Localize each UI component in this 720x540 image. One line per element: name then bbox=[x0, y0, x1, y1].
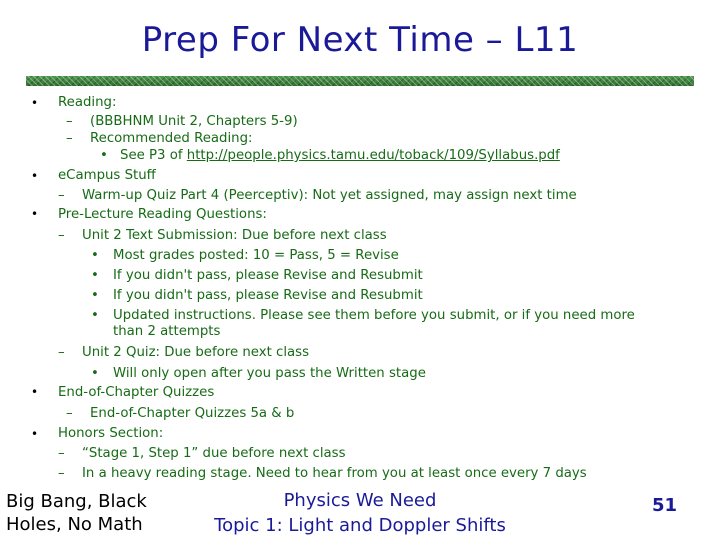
sub-bullet-eoc-1: – End-of-Chapter Quizzes 5a & b bbox=[66, 406, 295, 421]
item-text: Most grades posted: 10 = Pass, 5 = Revise bbox=[113, 248, 399, 263]
item-text: If you didn't pass, please Revise and Resubmit bbox=[113, 268, 423, 283]
sub-bullet-reading-1: – (BBBHNM Unit 2, Chapters 5-9) bbox=[66, 114, 298, 129]
item-prelecture-continued: than 2 attempts bbox=[113, 324, 221, 339]
bullet-dot: • bbox=[31, 385, 39, 399]
item-prelecture: • Updated instructions. Please see them before you submit, or if you need more bbox=[91, 308, 635, 323]
item-quiz: • Will only open after you pass the Written stage bbox=[91, 366, 426, 381]
bullet-dot: • bbox=[31, 169, 39, 183]
sub-bullet-honors-1: – “Stage 1, Step 1” due before next class bbox=[58, 446, 346, 461]
syllabus-link[interactable]: http://people.physics.tamu.edu/toback/109/Syllabus.pdf bbox=[186, 148, 560, 163]
footer-topic-line: Physics We Need bbox=[283, 490, 437, 511]
item-text: Updated instructions. Please see them before you submit, or if you need more bbox=[113, 308, 635, 323]
bullet-dot: • bbox=[31, 427, 39, 441]
sub-bullet-text: Unit 2 Text Submission: Due before next class bbox=[82, 228, 387, 243]
sub-bullet-text: Recommended Reading: bbox=[90, 131, 253, 146]
sub-bullet-text: In a heavy reading stage. Need to hear from you at least once every 7 days bbox=[82, 466, 587, 481]
footer-topic-line: Topic 1: Light and Doppler Shifts bbox=[214, 515, 506, 536]
sub-bullet-text: End-of-Chapter Quizzes 5a & b bbox=[90, 406, 295, 421]
footer-course-line: Holes, No Math bbox=[6, 514, 143, 535]
item-prelecture: • If you didn't pass, please Revise and Resubmit bbox=[91, 288, 423, 303]
item-syllabus: • See P3 of http://people.physics.tamu.edu/toback/109/Syllabus.pdf bbox=[100, 148, 560, 163]
sub-bullet-text: Warm-up Quiz Part 4 (Peerceptiv): Not yet assigned, may assign next time bbox=[82, 188, 577, 203]
footer-course-title bbox=[6, 490, 147, 536]
sub-bullet-reading-2: – Recommended Reading: bbox=[66, 131, 253, 146]
item-prelecture: • Most grades posted: 10 = Pass, 5 = Revise bbox=[91, 248, 399, 263]
bullet-eoc: End-of-Chapter Quizzes bbox=[58, 385, 215, 400]
bullet-reading: Reading: bbox=[58, 95, 117, 110]
title-divider bbox=[26, 76, 694, 86]
bullet-honors: Honors Section: bbox=[58, 426, 164, 441]
item-text: If you didn't pass, please Revise and Resubmit bbox=[113, 288, 423, 303]
sub-bullet-honors-2: – In a heavy reading stage. Need to hear from you at least once every 7 days bbox=[58, 466, 587, 481]
sub-bullet-prelecture-2: – Unit 2 Quiz: Due before next class bbox=[58, 345, 310, 360]
item-text: See P3 of bbox=[120, 148, 187, 163]
bullet-prelecture: Pre-Lecture Reading Questions: bbox=[58, 207, 267, 222]
slide-title: Prep For Next Time – L11 bbox=[141, 20, 579, 60]
sub-bullet-ecampus-1: – Warm-up Quiz Part 4 (Peerceptiv): Not yet assigned, may assign next time bbox=[58, 188, 577, 203]
sub-bullet-text: “Stage 1, Step 1” due before next class bbox=[82, 446, 346, 461]
item-prelecture: • If you didn't pass, please Revise and Resubmit bbox=[91, 268, 423, 283]
bullet-dot: • bbox=[31, 96, 39, 110]
sub-bullet-prelecture-1: – Unit 2 Text Submission: Due before next class bbox=[58, 228, 387, 243]
sub-bullet-text: (BBBHNM Unit 2, Chapters 5-9) bbox=[90, 114, 298, 129]
item-text: Will only open after you pass the Written stage bbox=[113, 366, 426, 381]
slide-number: 51 bbox=[652, 495, 678, 516]
bullet-ecampus: eCampus Stuff bbox=[58, 168, 156, 183]
bullet-dot: • bbox=[31, 207, 39, 221]
footer-course-line: Big Bang, Black bbox=[6, 491, 147, 512]
sub-bullet-text: Unit 2 Quiz: Due before next class bbox=[82, 345, 310, 360]
footer-topic bbox=[190, 488, 530, 538]
